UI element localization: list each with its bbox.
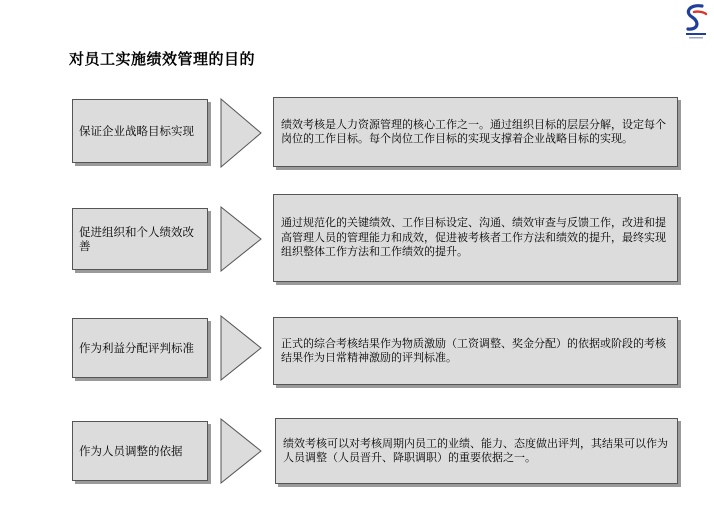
- purpose-description: 绩效考核是人力资源管理的核心工作之一。通过组织目标的层层分解，设定每个岗位的工作目标。每个岗位工作目标的实现支撑着企业战略目标的实现。: [281, 117, 666, 145]
- purpose-description-box: [273, 194, 678, 282]
- purpose-description: 绩效考核可以对考核周期内员工的业绩、能力、态度做出评判，其结果可以作为人员调整（人员晋升、降职调职）的重要依据之一。: [283, 436, 668, 464]
- company-logo-icon: [680, 2, 712, 42]
- chevron-right-icon: [219, 206, 263, 272]
- purpose-description: 通过规范化的关键绩效、工作目标设定、沟通、绩效审查与反馈工作，改进和提高管理人员的管理能力和成效，促进被考核者工作方法和绩效的提升，最终实现组织整体工作方法和工作绩效的提升。: [281, 216, 666, 259]
- chevron-right-icon: [219, 315, 263, 381]
- purpose-label: 保证企业战略目标实现: [79, 124, 194, 138]
- purpose-label: 作为利益分配评判标准: [79, 341, 194, 355]
- purpose-label-box: [72, 318, 208, 378]
- purpose-label-box: [72, 99, 208, 163]
- purpose-description-box: [273, 317, 678, 385]
- purpose-label: 作为人员调整的依据: [79, 444, 183, 458]
- purpose-label-box: [72, 421, 208, 481]
- purpose-label-box: [72, 208, 208, 270]
- purpose-description-box: [273, 97, 678, 167]
- purpose-description: 正式的综合考核结果作为物质激励（工资调整、奖金分配）的依据或阶段的考核结果作为日常精神激励的评判标准。: [281, 336, 666, 364]
- chevron-right-icon: [219, 98, 263, 168]
- page-title: 对员工实施绩效管理的目的: [69, 50, 256, 68]
- purpose-description-box: [275, 418, 678, 484]
- purpose-label: 促进组织和个人绩效改善: [79, 225, 194, 253]
- chevron-right-icon: [219, 418, 263, 484]
